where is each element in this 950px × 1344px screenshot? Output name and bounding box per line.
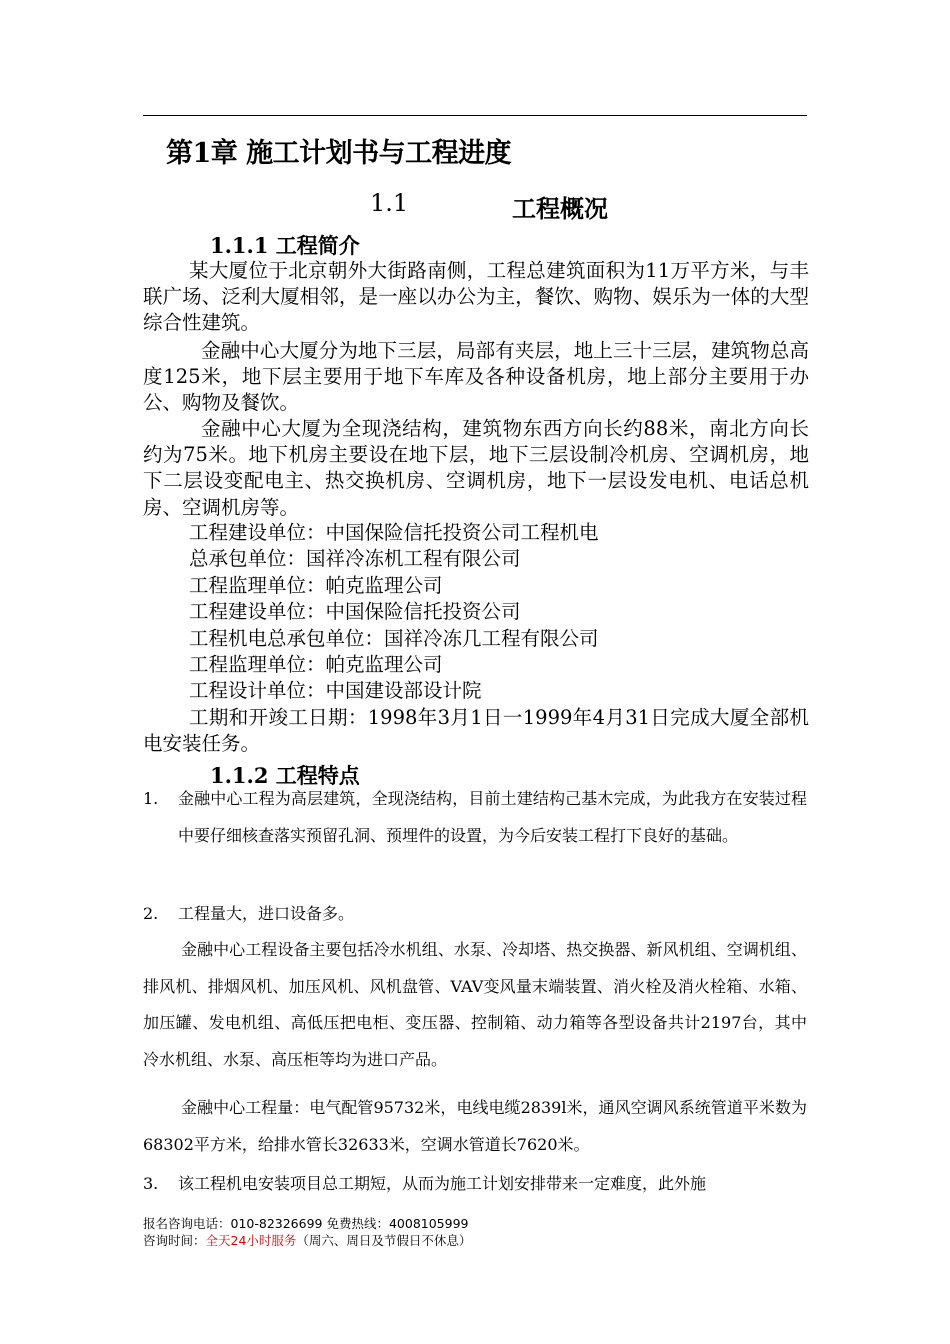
footer-hours-label: 咨询时间： bbox=[143, 1233, 206, 1248]
intro-paragraph-2: 金融中心大厦分为地下三层，局部有夹层，地上三十三层，建筑物总高度125米，地下层主要用于地下车库及各种设备机房，地上部分主要用于办公、购物及餐饮。 bbox=[143, 339, 809, 415]
quantity-paragraph: 金融中心工程量：电气配管95732米，电线电缆2839l米，通风空调风系统管道平米数为68302平方米，给排水管长32633米，空调水管道长7620米。 bbox=[143, 1098, 807, 1154]
footer-hours bbox=[143, 1231, 471, 1249]
equipment-paragraph: 金融中心工程设备主要包括冷水机组、水泵、冷却塔、热交换器、新风机组、空调机组、排风机、排烟风机、加压风机、风机盘管、VAV变风量末端装置、消火栓及消火栓箱、水箱、加压罐、发电机组、高低压把电柜、变压器、控制箱、动力箱等各型设备共计2197台，其中冷水机组、水泵、高压柜等均为进口产品。 bbox=[143, 940, 807, 1069]
footer-phone: 报名咨询电话：010-82326699 免费热线：4008105999 bbox=[143, 1216, 469, 1231]
footer-hours-highlight: 全天24小时服务 bbox=[205, 1233, 297, 1248]
subsection-title-intro: 1.1.1 工程简介 bbox=[210, 233, 360, 258]
item-number: 2. bbox=[143, 904, 159, 923]
feature-item-3 bbox=[143, 1166, 807, 1203]
item-number: 3. bbox=[143, 1174, 159, 1193]
info-line: 工程监理单位：帕克监理公司 bbox=[189, 574, 443, 597]
info-line: 总承包单位：国祥冷冻机工程有限公司 bbox=[189, 547, 521, 570]
info-line: 工程设计单位：中国建设部设计院 bbox=[189, 679, 482, 702]
item-text: 该工程机电安装项目总工期短，从而为施工计划安排带来一定难度，此外施 bbox=[178, 1174, 707, 1193]
footer-hours-note: （周六、周日及节假日不休息） bbox=[296, 1233, 472, 1248]
feature-item-1 bbox=[143, 781, 807, 854]
info-line: 工程建设单位：中国保险信托投资公司工程机电 bbox=[189, 521, 599, 544]
chapter-title: 第1章 施工计划书与工程进度 bbox=[166, 138, 512, 169]
header-rule bbox=[143, 115, 807, 116]
info-line: 工程机电总承包单位：国祥冷冻几工程有限公司 bbox=[189, 627, 599, 650]
section-title: 工程概况 bbox=[512, 194, 608, 223]
item-number: 1. bbox=[143, 789, 159, 808]
item-text: 金融中心工程为高层建筑，全现浇结构，目前土建结构己基木完成，为此我方在安装过程中要仔细核查落实预留孔洞、预埋件的设置，为今后安装工程打下良好的基础。 bbox=[178, 789, 807, 845]
info-line: 工程监理单位：帕克监理公司 bbox=[189, 653, 443, 676]
intro-paragraph-1: 某大厦位于北京朝外大街路南侧，工程总建筑面积为11万平方米，与丰联广场、泛利大厦相邻，是一座以办公为主，餐饮、购物、娱乐为一体的大型综合性建筑。 bbox=[143, 259, 809, 335]
feature-item-2 bbox=[143, 896, 807, 933]
section-number: 1.1 bbox=[370, 189, 409, 217]
schedule-paragraph: 工期和开竣工日期：1998年3月1日一1999年4月31日完成大厦全部机电安装任务。 bbox=[143, 706, 809, 756]
item-text: 工程量大，进口设备多。 bbox=[178, 904, 355, 923]
subsection-title-features: 1.1.2 工程特点 bbox=[210, 763, 360, 788]
intro-paragraph-3: 金融中心大厦为全现浇结构，建筑物东西方向长约88米，南北方向长约为75米。地下机房主要设在地下层，地下三层设制冷机房、空调机房，地下二层设变配电主、热交换机房、空调机房，地下一层设发电机、电话总机房、空调机房等。 bbox=[143, 417, 809, 519]
info-line: 工程建设单位：中国保险信托投资公司 bbox=[189, 600, 521, 623]
